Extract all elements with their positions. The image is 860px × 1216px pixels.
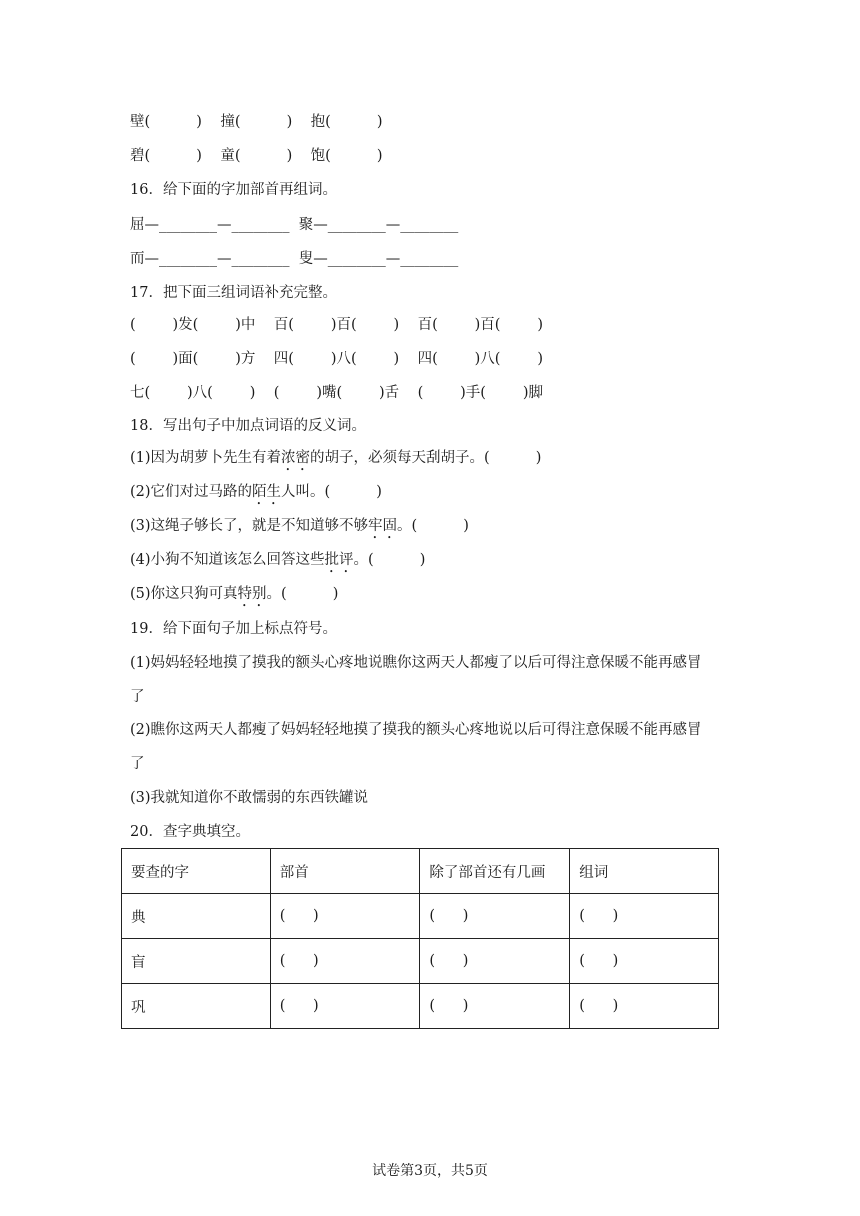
q18-s3-dotted-word: 牢固 (368, 518, 398, 534)
cell-char: 巩 (122, 984, 271, 1029)
q18-s5-post: 。( ) (266, 586, 339, 602)
q15-row-2: 碧( ) 童( ) 饱( ) (130, 148, 383, 164)
cell-strokes-blank: ( ) (420, 939, 570, 984)
q18-s1-pre: (1)因为胡萝卜先生有着 (130, 450, 282, 466)
q18-s4-dotted-word: 批评 (324, 552, 354, 568)
cell-radical-blank: ( ) (270, 984, 420, 1029)
header-radical: 部首 (270, 849, 420, 894)
q20-title: 20．查字典填空。 (130, 824, 250, 840)
q17-row-1: ( )发( )中 百( )百( ) 百( )百( ) (130, 317, 543, 333)
q19-title: 19．给下面句子加上标点符号。 (130, 621, 337, 637)
cell-radical-blank: ( ) (270, 894, 420, 939)
q15-row-1: 壁( ) 撞( ) 抱( ) (130, 114, 383, 130)
q18-s3-pre: (3)这绳子够长了，就是不知道够不够 (130, 518, 369, 534)
q18-sentence-4 (130, 550, 425, 576)
header-strokes: 除了部首还有几画 (420, 849, 570, 894)
cell-words-blank: ( ) (570, 894, 719, 939)
q18-s1-post: 的胡子，必须每天刮胡子。( ) (310, 450, 542, 466)
header-words: 组词 (570, 849, 719, 894)
q18-s3-post: 。( ) (397, 518, 469, 534)
q16-title: 16．给下面的字加部首再组词。 (130, 182, 337, 198)
q19-sentence-2: (2)瞧你这两天人都瘦了妈妈轻轻地摸了摸我的额头心疼地说以后可得注意保暖不能再感冒 (130, 722, 702, 738)
q18-title: 18．写出句子中加点词语的反义词。 (130, 418, 366, 434)
cell-radical-blank: ( ) (270, 939, 420, 984)
q18-s2-pre: (2)它们对过马路的 (130, 484, 253, 500)
q16-row-2: 而—________—________ 叟—________—________ (130, 251, 459, 267)
q18-s2-dotted-word: 陌生 (252, 484, 282, 500)
cell-char: 盲 (122, 939, 271, 984)
q18-sentence-2 (130, 482, 382, 508)
table-row (122, 939, 719, 984)
q17-title: 17．把下面三组词语补充完整。 (130, 285, 337, 301)
header-char: 要查的字 (122, 849, 271, 894)
q16-row-1: 屈—________—________ 聚—________—________ (130, 217, 459, 233)
q18-s4-post: 。( ) (353, 552, 426, 568)
q19-sentence-1-cont: 了 (130, 689, 145, 705)
q18-s2-post: 人叫。( ) (281, 484, 382, 500)
q18-sentence-5 (130, 584, 338, 610)
q18-s4-pre: (4)小狗不知道该怎么回答这些 (130, 552, 325, 568)
table-row (122, 894, 719, 939)
page-footer: 试卷第3页，共5页 (372, 1163, 488, 1179)
q18-s1-dotted-word: 浓密 (281, 450, 311, 466)
q18-s5-dotted-word: 特别 (237, 586, 267, 602)
q19-sentence-1: (1)妈妈轻轻地摸了摸我的额头心疼地说瞧你这两天人都瘦了以后可得注意保暖不能再感冒 (130, 655, 702, 671)
cell-char: 典 (122, 894, 271, 939)
cell-words-blank: ( ) (570, 984, 719, 1029)
q18-s5-pre: (5)你这只狗可真 (130, 586, 238, 602)
q17-row-3: 七( )八( ) ( )嘴( )舌 ( )手( )脚 (130, 385, 543, 401)
q18-sentence-1 (130, 448, 541, 474)
q17-row-2: ( )面( )方 四( )八( ) 四( )八( ) (130, 351, 543, 367)
q19-sentence-2-cont: 了 (130, 756, 145, 772)
q19-sentence-3: (3)我就知道你不敢懦弱的东西铁罐说 (130, 790, 369, 806)
dictionary-table (121, 848, 719, 1029)
q18-sentence-3 (130, 516, 469, 542)
cell-words-blank: ( ) (570, 939, 719, 984)
table-header-row (122, 849, 719, 894)
table-row (122, 984, 719, 1029)
cell-strokes-blank: ( ) (420, 894, 570, 939)
cell-strokes-blank: ( ) (420, 984, 570, 1029)
